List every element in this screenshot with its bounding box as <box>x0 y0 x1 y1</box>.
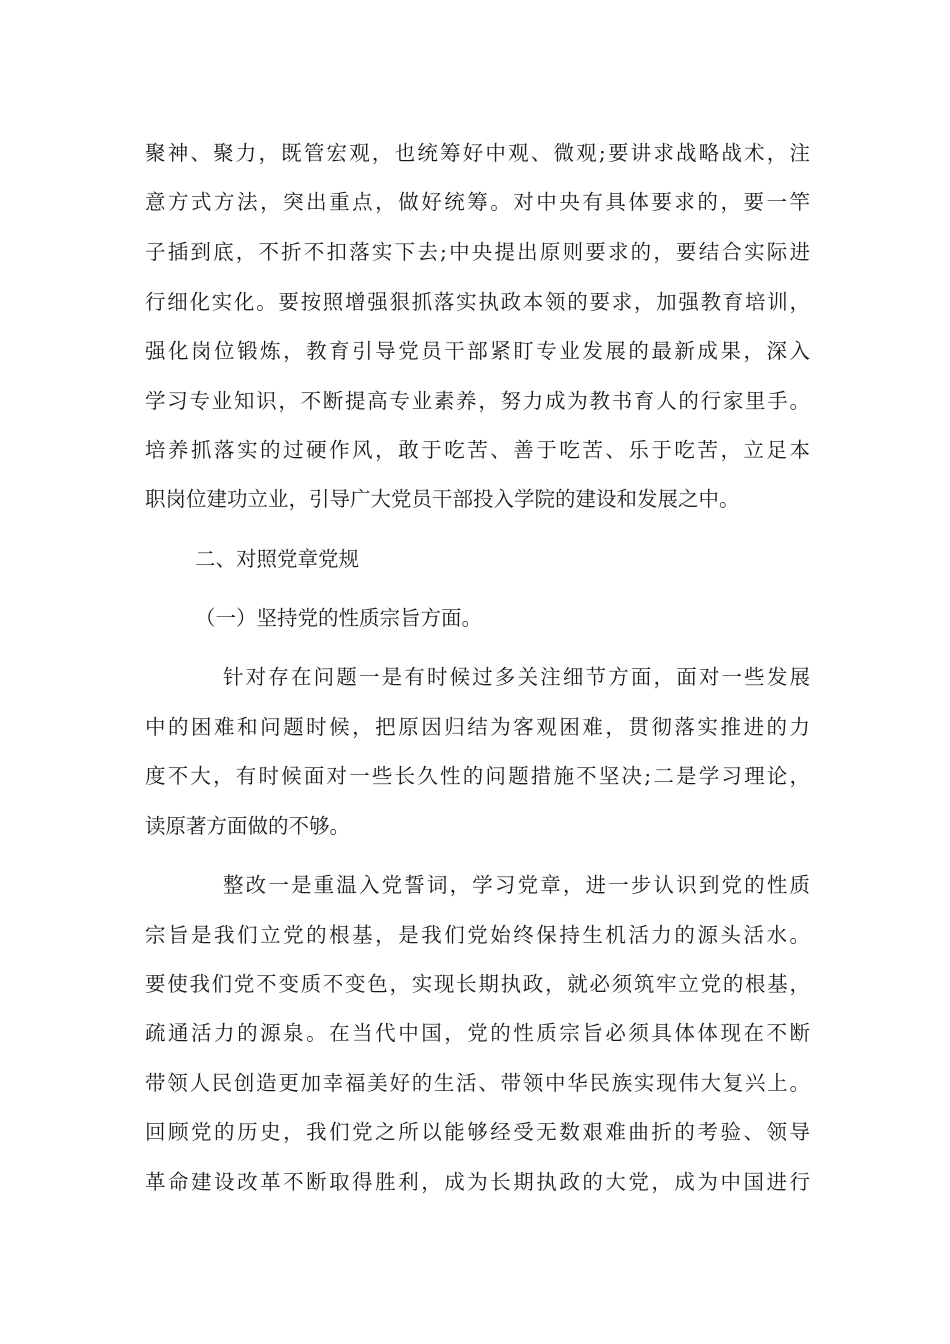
paragraph-first-line: 针对存在问题一是有时候过多关注细节方面，面对一些发展 <box>223 665 810 689</box>
text-line: 聚神、聚力，既管宏观，也统筹好中观、微观;要讲求战略战术，注 <box>145 141 810 165</box>
text-line: 培养抓落实的过硬作风，敢于吃苦、善于吃苦、乐于吃苦，立足本 <box>145 438 810 462</box>
paragraph-first-line: 整改一是重温入党誓词，学习党章，进一步认识到党的性质 <box>223 873 810 897</box>
subsection-heading: （一）坚持党的性质宗旨方面。 <box>195 606 482 630</box>
text-line: 中的困难和问题时候，把原因归结为客观困难，贯彻落实推进的力 <box>145 715 810 739</box>
text-line: 要使我们党不变质不变色，实现长期执政，就必须筑牢立党的根基， <box>145 972 810 996</box>
text-line: 强化岗位锻炼，教育引导党员干部紧盯专业发展的最新成果，深入 <box>145 339 810 363</box>
section-heading: 二、对照党章党规 <box>195 547 359 571</box>
text-line: 宗旨是我们立党的根基，是我们党始终保持生机活力的源头活水。 <box>145 923 810 947</box>
text-line: 疏通活力的源泉。在当代中国，党的性质宗旨必须具体体现在不断 <box>145 1021 810 1045</box>
text-line: 回顾党的历史，我们党之所以能够经受无数艰难曲折的考验、领导 <box>145 1120 810 1144</box>
text-line: 革命建设改革不断取得胜利，成为长期执政的大党，成为中国进行 <box>145 1170 810 1194</box>
text-line: 职岗位建功立业，引导广大党员干部投入学院的建设和发展之中。 <box>145 487 740 511</box>
text-line: 行细化实化。要按照增强狠抓落实执政本领的要求，加强教育培训， <box>145 290 810 314</box>
text-line: 带领人民创造更加幸福美好的生活、带领中华民族实现伟大复兴上。 <box>145 1071 810 1095</box>
text-line: 读原著方面做的不够。 <box>145 814 350 838</box>
text-line: 意方式方法，突出重点，做好统筹。对中央有具体要求的，要一竿 <box>145 190 810 214</box>
text-line: 度不大，有时候面对一些长久性的问题措施不坚决;二是学习理论， <box>145 764 810 788</box>
text-line: 学习专业知识，不断提高专业素养，努力成为教书育人的行家里手。 <box>145 389 810 413</box>
text-line: 子插到底，不折不扣落实下去;中央提出原则要求的，要结合实际进 <box>145 240 810 264</box>
